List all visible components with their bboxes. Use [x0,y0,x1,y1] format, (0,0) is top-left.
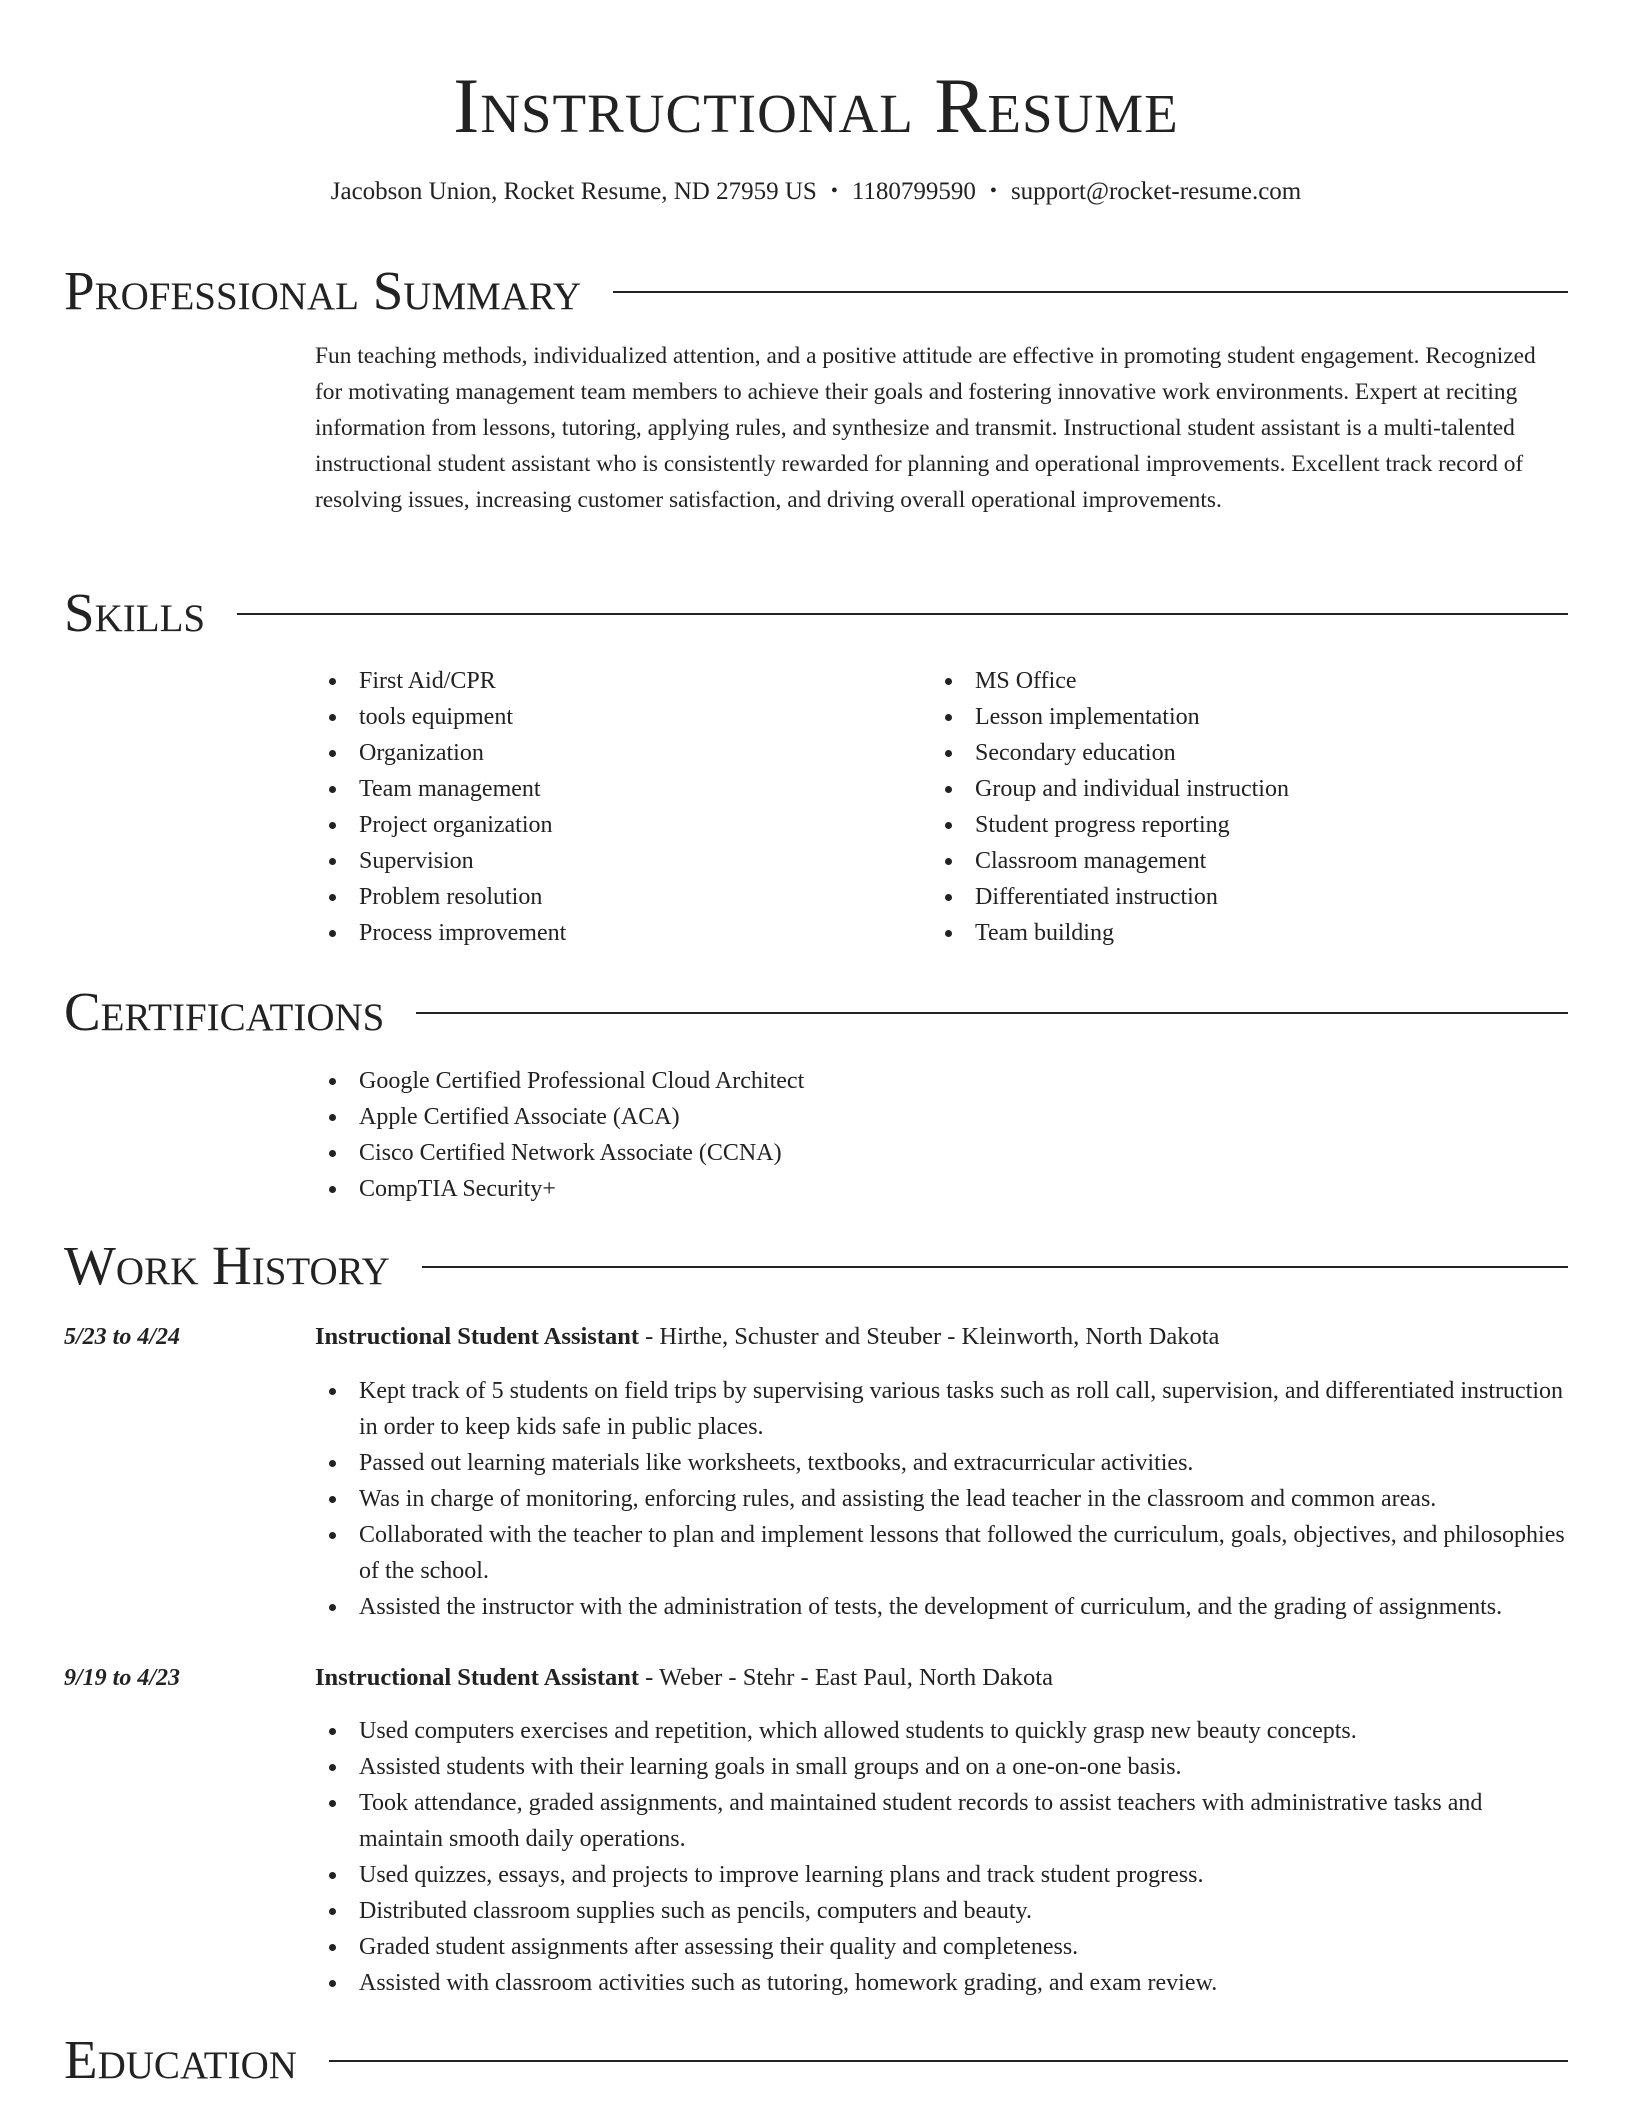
skill-item: Differentiated instruction [931,879,1531,915]
section-divider [613,291,1568,293]
section-divider [329,2060,1568,2062]
skill-item: Secondary education [931,735,1531,771]
skill-item: Team management [315,771,915,807]
job-title: Instructional Student Assistant [315,1323,640,1350]
skills-column-right [931,663,1531,951]
education-heading: Education [64,2029,297,2090]
skill-item: tools equipment [315,699,915,735]
certifications-block [315,1063,1568,1207]
skill-item: MS Office [931,663,1531,699]
skills-column-left [315,663,915,951]
skill-item: Project organization [315,807,915,843]
section-divider [416,1012,1568,1014]
job-duty-item: Kept track of 5 students on field trips by supervising various tasks such as roll call, supervision, and differentiated instruction in order to keep kids safe in public places. [315,1373,1568,1445]
skill-item: Problem resolution [315,879,915,915]
contact-phone: 1180799590 [851,178,976,205]
job-duty-item: Assisted with classroom activities such as tutoring, homework grading, and exam review. [315,1965,1568,2001]
certification-item: Google Certified Professional Cloud Architect [315,1063,1568,1099]
certifications-section-header [64,977,1568,1047]
skill-item: Student progress reporting [931,807,1531,843]
certifications-heading: Certifications [64,981,385,1042]
job-heading [315,1660,1568,1696]
section-divider [237,613,1568,615]
summary-section-header [64,256,1568,326]
section-divider [422,1266,1568,1268]
job-dates: 5/23 to 4/24 [64,1324,181,1350]
job-duties-list [315,1713,1568,2001]
certifications-list [315,1063,1568,1207]
job-title: Instructional Student Assistant [315,1664,640,1691]
skill-item: Group and individual instruction [931,771,1531,807]
contact-email[interactable]: support@rocket-resume.com [1010,178,1302,205]
skill-item: Organization [315,735,915,771]
skill-item: Team building [931,915,1531,951]
job-duty-item: Took attendance, graded assignments, and maintained student records to assist teachers with administrative tasks and maintain smooth daily operations. [315,1785,1568,1857]
job-dates: 9/19 to 4/23 [64,1665,181,1691]
certification-item: Apple Certified Associate (ACA) [315,1099,1568,1135]
contact-line [0,174,1632,209]
certification-item: Cisco Certified Network Associate (CCNA) [315,1135,1568,1171]
job-duties-list [315,1373,1568,1625]
job-heading [315,1319,1568,1355]
job-duty-item: Assisted students with their learning goals in small groups and on a one-on-one basis. [315,1749,1568,1785]
contact-separator: • [830,180,838,202]
job-employer-location: - Weber - Stehr - East Paul, North Dakota [639,1664,1053,1691]
contact-separator: • [989,180,997,202]
skill-item: Lesson implementation [931,699,1531,735]
certification-item: CompTIA Security+ [315,1171,1568,1207]
summary-heading: Professional Summary [64,260,582,321]
summary-text: Fun teaching methods, individualized attention, and a positive attitude are effective in promoting student engagement. Recognized for motivating management team members to achieve their goals and fostering innovative work environments. Expert at reciting information from lessons, tutoring, applying rules, and synthesize and transmit. Instructional student assistant is a multi-talented instructional student assistant who is consistently rewarded for planning and operational improvements. Excellent track record of resolving issues, increasing customer satisfaction, and driving overall operational improvements. [315,343,1536,513]
skills-section-header [64,578,1568,648]
skill-item: Process improvement [315,915,915,951]
skills-heading: Skills [64,582,206,643]
skill-item: Supervision [315,843,915,879]
work-section-header [64,1231,1568,1301]
job-duty-item: Used quizzes, essays, and projects to improve learning plans and track student progress. [315,1857,1568,1893]
job-duties [315,1373,1568,1625]
job-duty-item: Was in charge of monitoring, enforcing rules, and assisting the lead teacher in the classroom and common areas. [315,1481,1568,1517]
job-duty-item: Distributed classroom supplies such as pencils, computers and beauty. [315,1893,1568,1929]
job-duty-item: Passed out learning materials like worksheets, textbooks, and extracurricular activities. [315,1445,1568,1481]
skills-list-right [931,663,1531,951]
skills-list-left [315,663,915,951]
job-duties [315,1713,1568,2001]
skill-item: First Aid/CPR [315,663,915,699]
education-section-header [64,2025,1568,2095]
work-heading: Work History [64,1235,390,1296]
job-duty-item: Graded student assignments after assessing their quality and completeness. [315,1929,1568,1965]
resume-name: Instructional Resume [453,62,1179,149]
job-duty-item: Used computers exercises and repetition, which allowed students to quickly grasp new beauty concepts. [315,1713,1568,1749]
skill-item: Classroom management [931,843,1531,879]
contact-address: Jacobson Union, Rocket Resume, ND 27959 US [330,178,817,205]
job-employer-location: - Hirthe, Schuster and Steuber - Kleinworth, North Dakota [639,1323,1220,1350]
job-duty-item: Assisted the instructor with the administration of tests, the development of curriculum, and the grading of assignments. [315,1589,1568,1625]
job-duty-item: Collaborated with the teacher to plan and implement lessons that followed the curriculum, goals, objectives, and philosophies of the school. [315,1517,1568,1589]
